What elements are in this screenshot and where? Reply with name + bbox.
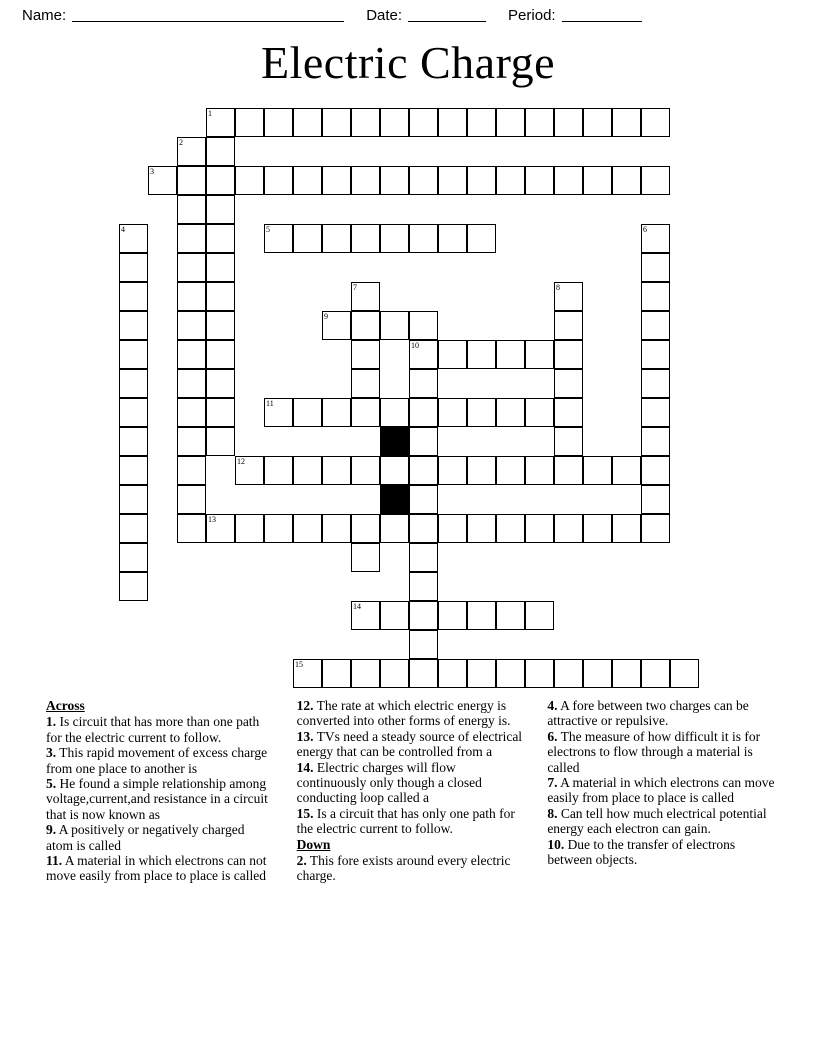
grid-cell[interactable] — [525, 166, 554, 195]
grid-cell[interactable] — [264, 514, 293, 543]
grid-cell[interactable] — [322, 166, 351, 195]
grid-cell[interactable] — [641, 108, 670, 137]
grid-cell[interactable] — [380, 456, 409, 485]
grid-cell[interactable] — [409, 224, 438, 253]
clue-number: 4. — [547, 698, 558, 713]
clue-across — [297, 760, 526, 806]
grid-cell[interactable] — [206, 224, 235, 253]
clue-across — [46, 822, 275, 853]
clue-number: 1. — [46, 714, 57, 730]
grid-cell[interactable] — [554, 311, 583, 340]
grid-cell[interactable] — [641, 456, 670, 485]
grid-cell[interactable] — [119, 311, 148, 340]
grid-cell[interactable] — [525, 108, 554, 137]
grid-cell[interactable] — [177, 485, 206, 514]
grid-cell[interactable] — [206, 253, 235, 282]
grid-cell[interactable] — [409, 311, 438, 340]
grid-cell[interactable] — [467, 398, 496, 427]
grid-cell[interactable] — [119, 282, 148, 311]
grid-cell[interactable] — [641, 514, 670, 543]
grid-cell[interactable] — [177, 311, 206, 340]
grid-cell[interactable] — [467, 166, 496, 195]
grid-cell[interactable] — [409, 340, 438, 369]
grid-cell[interactable] — [641, 398, 670, 427]
grid-cell[interactable] — [206, 137, 235, 166]
grid-cell[interactable] — [264, 456, 293, 485]
clue-across — [297, 698, 526, 729]
grid-cell-number: 9 — [324, 312, 328, 321]
grid-cell[interactable] — [409, 485, 438, 514]
grid-cell[interactable] — [496, 340, 525, 369]
grid-cell[interactable] — [409, 543, 438, 572]
grid-block — [380, 427, 409, 456]
page-title: Electric Charge — [260, 37, 555, 88]
grid-cell-number: 8 — [556, 283, 560, 292]
grid-cell[interactable] — [641, 166, 670, 195]
grid-cell[interactable] — [409, 398, 438, 427]
grid-cell[interactable] — [409, 369, 438, 398]
grid-cell[interactable] — [380, 601, 409, 630]
grid-cell[interactable] — [612, 166, 641, 195]
clue-number: 2. — [296, 853, 307, 869]
grid-cell[interactable] — [206, 311, 235, 340]
grid-cell[interactable] — [119, 253, 148, 282]
grid-cell[interactable] — [525, 340, 554, 369]
grid-cell[interactable] — [496, 166, 525, 195]
grid-cell[interactable] — [641, 253, 670, 282]
grid-cell[interactable] — [380, 108, 409, 137]
grid-cell[interactable] — [293, 659, 322, 688]
grid-cell[interactable] — [496, 514, 525, 543]
grid-cell[interactable] — [554, 108, 583, 137]
grid-cell[interactable] — [119, 543, 148, 572]
grid-cell[interactable] — [554, 456, 583, 485]
grid-cell[interactable] — [641, 311, 670, 340]
grid-cell-number: 2 — [179, 138, 183, 147]
grid-cell[interactable] — [496, 456, 525, 485]
grid-cell[interactable] — [554, 427, 583, 456]
grid-cell[interactable] — [206, 195, 235, 224]
grid-cell[interactable] — [612, 456, 641, 485]
grid-cell[interactable] — [351, 311, 380, 340]
clue-number: 8. — [547, 805, 558, 821]
clue-across — [297, 806, 526, 837]
grid-cell[interactable] — [583, 108, 612, 137]
grid-cell[interactable] — [177, 398, 206, 427]
across-heading: Across — [46, 698, 85, 713]
grid-cell[interactable] — [206, 282, 235, 311]
grid-cell[interactable] — [351, 514, 380, 543]
clue-number: 13. — [296, 728, 314, 744]
grid-cell[interactable] — [235, 456, 264, 485]
clue-text: Due to the transfer of electrons between objects. — [547, 836, 736, 868]
grid-cell[interactable] — [206, 398, 235, 427]
grid-cell[interactable] — [554, 166, 583, 195]
grid-cell[interactable] — [177, 514, 206, 543]
clue-text: Electric charges will flow continuously only though a closed conducting loop called a — [296, 759, 482, 806]
grid-cell[interactable] — [380, 311, 409, 340]
grid-cell[interactable] — [351, 282, 380, 311]
grid-cell-number: 13 — [208, 515, 216, 524]
grid-cell[interactable] — [177, 340, 206, 369]
grid-cell[interactable] — [322, 456, 351, 485]
grid-cell[interactable] — [438, 224, 467, 253]
grid-cell[interactable] — [438, 340, 467, 369]
grid-cell[interactable] — [293, 108, 322, 137]
grid-cell[interactable] — [235, 108, 264, 137]
clue-number: 10. — [547, 836, 565, 852]
clue-number: 12. — [296, 698, 314, 713]
clue-number: 9. — [46, 822, 57, 838]
clue-text: The rate at which electric energy is converted into other forms of energy is. — [296, 698, 511, 729]
clue-across — [297, 729, 526, 760]
grid-cell[interactable] — [641, 659, 670, 688]
clue-number: 7. — [547, 775, 558, 791]
clue-text: Can tell how much electrical potential energy each electron can gain. — [547, 805, 767, 837]
grid-cell[interactable] — [293, 514, 322, 543]
grid-cell[interactable] — [467, 224, 496, 253]
grid-cell-number: 12 — [237, 457, 245, 466]
clue-down — [297, 853, 526, 884]
grid-cell[interactable] — [235, 166, 264, 195]
grid-cell[interactable] — [583, 514, 612, 543]
grid-cell[interactable] — [206, 166, 235, 195]
grid-cell[interactable] — [351, 398, 380, 427]
clue-across — [46, 714, 275, 745]
grid-cell[interactable] — [438, 601, 467, 630]
grid-cell[interactable] — [206, 369, 235, 398]
clue-across — [46, 776, 275, 822]
grid-cell[interactable] — [206, 108, 235, 137]
clue-text: TVs need a steady source of electrical energy that can be controlled from a — [296, 728, 523, 760]
grid-cell[interactable] — [119, 427, 148, 456]
grid-cell[interactable] — [148, 166, 177, 195]
grid-cell[interactable] — [438, 514, 467, 543]
grid-cell[interactable] — [264, 108, 293, 137]
clue-down — [547, 806, 776, 837]
grid-cell[interactable] — [670, 659, 699, 688]
grid-cell[interactable] — [641, 282, 670, 311]
grid-cell[interactable] — [322, 224, 351, 253]
grid-cell[interactable] — [438, 659, 467, 688]
grid-cell[interactable] — [525, 659, 554, 688]
grid-cell[interactable] — [409, 601, 438, 630]
grid-cell[interactable] — [322, 398, 351, 427]
grid-cell[interactable] — [467, 514, 496, 543]
clue-number: 15. — [296, 805, 314, 821]
grid-cell[interactable] — [496, 659, 525, 688]
grid-cell[interactable] — [496, 108, 525, 137]
grid-cell[interactable] — [177, 137, 206, 166]
grid-cell[interactable] — [525, 398, 554, 427]
grid-cell[interactable] — [409, 659, 438, 688]
grid-cell[interactable] — [264, 224, 293, 253]
clue-text: This rapid movement of excess charge from one place to another is — [46, 745, 268, 776]
grid-cell[interactable] — [554, 369, 583, 398]
grid-cell[interactable] — [467, 601, 496, 630]
grid-cell[interactable] — [177, 456, 206, 485]
grid-cell[interactable] — [438, 166, 467, 195]
grid-cell[interactable] — [438, 108, 467, 137]
grid-cell[interactable] — [351, 224, 380, 253]
grid-cell[interactable] — [119, 369, 148, 398]
clue-text: A material in which electrons can not move easily from place to place is called — [46, 853, 267, 884]
grid-cell[interactable] — [351, 369, 380, 398]
grid-cell[interactable] — [641, 427, 670, 456]
grid-cell[interactable] — [322, 659, 351, 688]
grid-cell[interactable] — [177, 427, 206, 456]
grid-cell[interactable] — [380, 166, 409, 195]
grid-cell-number: 5 — [266, 225, 270, 234]
grid-cell-number: 11 — [266, 399, 274, 408]
grid-cell-number: 6 — [643, 225, 647, 234]
grid-cell[interactable] — [177, 369, 206, 398]
grid-block — [380, 485, 409, 514]
grid-cell[interactable] — [293, 398, 322, 427]
clue-number: 3. — [46, 745, 57, 761]
grid-cell[interactable] — [322, 311, 351, 340]
grid-cell[interactable] — [206, 427, 235, 456]
grid-cell[interactable] — [380, 514, 409, 543]
grid-cell-number: 3 — [150, 167, 154, 176]
grid-cell[interactable] — [293, 166, 322, 195]
grid-cell[interactable] — [409, 456, 438, 485]
grid-cell[interactable] — [409, 166, 438, 195]
grid-cell-number: 10 — [411, 341, 419, 350]
grid-cell[interactable] — [583, 659, 612, 688]
clue-number: 11. — [46, 853, 63, 869]
date-label: Date: — [366, 6, 403, 24]
down-heading: Down — [296, 836, 331, 852]
clue-down — [547, 729, 776, 775]
grid-cell[interactable] — [235, 514, 264, 543]
grid-cell[interactable] — [612, 659, 641, 688]
grid-cell[interactable] — [119, 572, 148, 601]
grid-cell[interactable] — [525, 514, 554, 543]
grid-cell[interactable] — [206, 514, 235, 543]
grid-cell[interactable] — [293, 224, 322, 253]
clue-number: 5. — [46, 776, 57, 792]
grid-cell[interactable] — [641, 224, 670, 253]
grid-cell[interactable] — [119, 485, 148, 514]
clue-down — [547, 837, 776, 868]
clue-down — [547, 775, 776, 806]
grid-cell[interactable] — [438, 398, 467, 427]
grid-cell[interactable] — [612, 514, 641, 543]
grid-cell[interactable] — [264, 166, 293, 195]
grid-cell[interactable] — [612, 108, 641, 137]
grid-cell[interactable] — [380, 659, 409, 688]
clue-across — [46, 853, 275, 884]
grid-cell[interactable] — [206, 340, 235, 369]
grid-cell-number: 1 — [208, 109, 212, 118]
grid-cell[interactable] — [177, 166, 206, 195]
grid-cell[interactable] — [641, 485, 670, 514]
grid-cell[interactable] — [409, 514, 438, 543]
grid-cell[interactable] — [293, 456, 322, 485]
period-label: Period: — [508, 6, 556, 24]
grid-cell[interactable] — [467, 340, 496, 369]
clue-down — [547, 698, 776, 729]
grid-cell[interactable] — [554, 659, 583, 688]
grid-cell[interactable] — [119, 224, 148, 253]
clue-across — [46, 745, 275, 776]
grid-cell[interactable] — [380, 398, 409, 427]
grid-cell-number: 7 — [353, 283, 357, 292]
clue-list — [46, 698, 776, 958]
grid-cell[interactable] — [554, 514, 583, 543]
grid-cell[interactable] — [351, 601, 380, 630]
grid-cell[interactable] — [322, 108, 351, 137]
grid-cell[interactable] — [177, 282, 206, 311]
grid-cell[interactable] — [525, 601, 554, 630]
grid-cell[interactable] — [351, 166, 380, 195]
grid-cell[interactable] — [409, 427, 438, 456]
grid-cell[interactable] — [351, 659, 380, 688]
grid-cell[interactable] — [177, 253, 206, 282]
grid-cell[interactable] — [554, 340, 583, 369]
clue-text: He found a simple relationship among voltage,current,and resistance in a circuit that is now known as — [46, 776, 268, 822]
grid-cell[interactable] — [264, 398, 293, 427]
grid-cell[interactable] — [351, 108, 380, 137]
grid-cell[interactable] — [351, 456, 380, 485]
grid-cell[interactable] — [554, 398, 583, 427]
grid-cell[interactable] — [409, 108, 438, 137]
grid-cell[interactable] — [525, 456, 554, 485]
grid-cell[interactable] — [119, 514, 148, 543]
grid-cell[interactable] — [641, 340, 670, 369]
grid-cell[interactable] — [322, 514, 351, 543]
grid-cell[interactable] — [351, 340, 380, 369]
grid-cell[interactable] — [409, 572, 438, 601]
grid-cell[interactable] — [496, 398, 525, 427]
grid-cell[interactable] — [380, 224, 409, 253]
grid-cell[interactable] — [496, 601, 525, 630]
clue-text: The measure of how difficult it is for electrons to flow through a material is called — [547, 728, 761, 775]
grid-cell[interactable] — [641, 369, 670, 398]
grid-cell[interactable] — [119, 456, 148, 485]
grid-cell-number: 15 — [295, 660, 303, 669]
clue-number: 6. — [547, 728, 558, 744]
grid-cell[interactable] — [438, 456, 467, 485]
grid-cell[interactable] — [467, 108, 496, 137]
grid-cell[interactable] — [583, 456, 612, 485]
clue-text: A fore between two charges can be attractive or repulsive. — [547, 698, 749, 729]
clue-text: This fore exists around every electric charge. — [296, 853, 511, 884]
grid-cell[interactable] — [119, 340, 148, 369]
grid-cell-number: 4 — [121, 225, 125, 234]
clue-text: Is circuit that has more than one path for the electric current to follow. — [46, 714, 260, 745]
grid-cell[interactable] — [583, 166, 612, 195]
clue-text: A material in which electrons can move easily from place to place is called — [547, 775, 775, 806]
clue-number: 14. — [296, 759, 314, 775]
grid-cell[interactable] — [177, 195, 206, 224]
clue-text: A positively or negatively charged atom is called — [46, 822, 245, 853]
name-label: Name: — [22, 6, 67, 24]
clue-text: Is a circuit that has only one path for the electric current to follow. — [296, 805, 515, 837]
grid-cell[interactable] — [351, 543, 380, 572]
grid-cell[interactable] — [177, 224, 206, 253]
grid-cell[interactable] — [554, 282, 583, 311]
grid-cell-number: 14 — [353, 602, 361, 611]
grid-cell[interactable] — [119, 398, 148, 427]
grid-cell[interactable] — [409, 630, 438, 659]
grid-cell[interactable] — [467, 456, 496, 485]
grid-cell[interactable] — [467, 659, 496, 688]
